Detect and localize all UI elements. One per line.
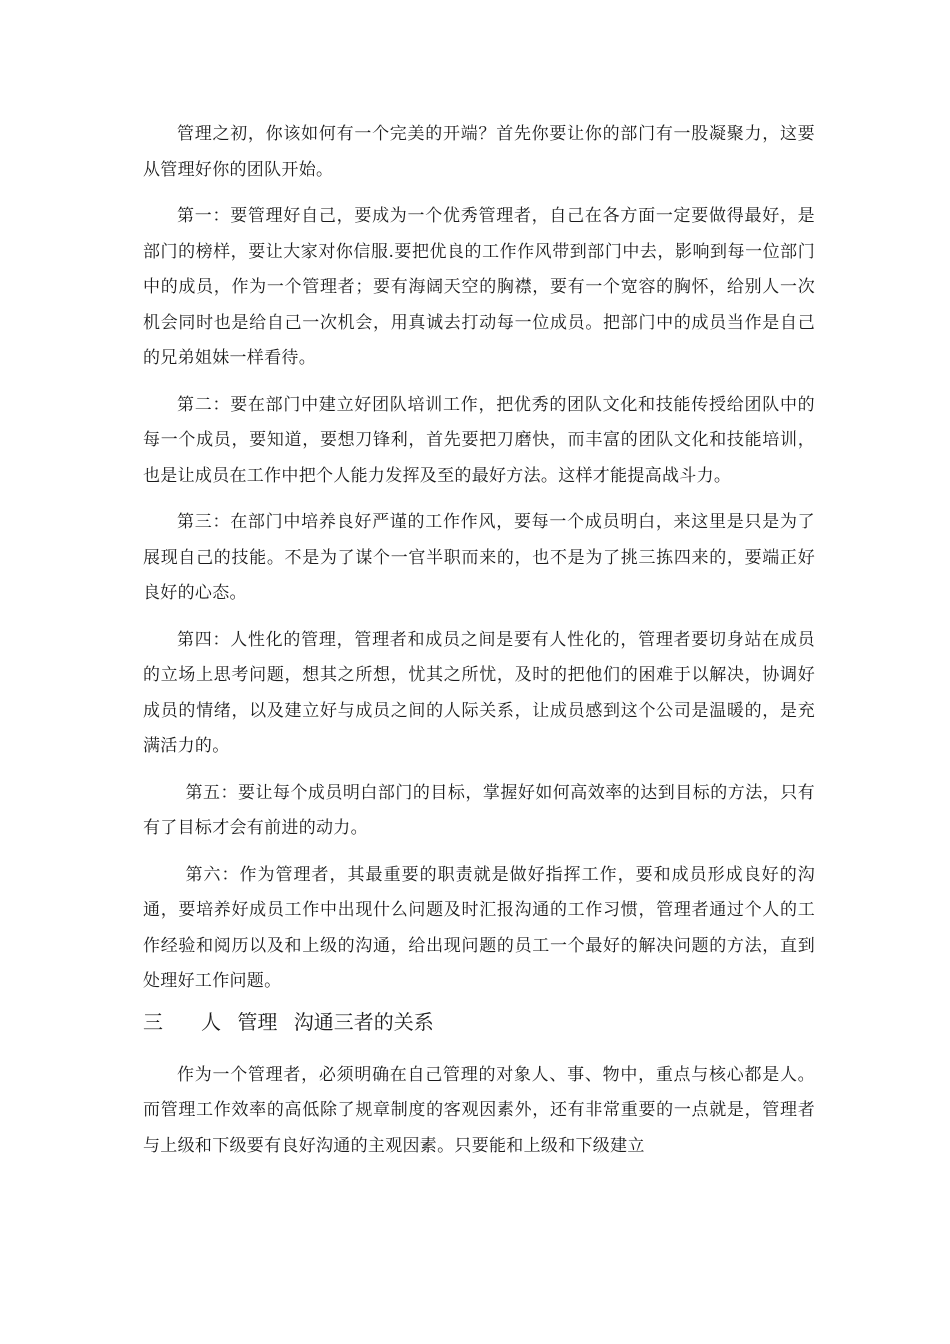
paragraph-point-6: 第六：作为管理者，其最重要的职责就是做好指挥工作，要和成员形成良好的沟通，要培养好成员工作中出现什么问题及时汇报沟通的工作习惯，管理者通过个人的工作经验和阅历以及和上级的沟通，给出现问题的员工一个最好的解决问题的方法，直到处理好工作问题。 xyxy=(143,864,815,991)
section-heading xyxy=(143,1004,815,1040)
intro-paragraph: 管理之初，你该如何有一个完美的开端？首先你要让你的部门有一股凝聚力，这要从管理好你的团队开始。 xyxy=(143,124,815,180)
section-number: 三 xyxy=(143,1009,163,1034)
paragraph-point-5: 第五：要让每个成员明白部门的目标，掌握好如何高效率的达到目标的方法，只有有了目标才会有前进的动力。 xyxy=(143,782,815,838)
closing-paragraph: 作为一个管理者，必须明确在自己管理的对象人、事、物中，重点与核心都是人。而管理工作效率的高低除了规章制度的客观因素外，还有非常重要的一点就是，管理者与上级和下级要有良好沟通的主观因素。只要能和上级和下级建立 xyxy=(143,1064,815,1156)
section-title: 人 管理 沟通三者的关系 xyxy=(201,1009,434,1034)
paragraph-point-4: 第四：人性化的管理，管理者和成员之间是要有人性化的，管理者要切身站在成员的立场上思考问题，想其之所想，忧其之所忧，及时的把他们的困难于以解决，协调好成员的情绪，以及建立好与成员之间的人际关系，让成员感到这个公司是温暖的，是充满活力的。 xyxy=(143,629,815,756)
paragraph-point-2: 第二：要在部门中建立好团队培训工作，把优秀的团队文化和技能传授给团队中的每一个成员，要知道，要想刀锋利，首先要把刀磨快，而丰富的团队文化和技能培训，也是让成员在工作中把个人能力发挥及至的最好方法。这样才能提高战斗力。 xyxy=(143,394,815,486)
paragraph-point-3: 第三：在部门中培养良好严谨的工作作风，要每一个成员明白，来这里是只是为了展现自己的技能。不是为了谋个一官半职而来的，也不是为了挑三拣四来的，要端正好良好的心态。 xyxy=(143,512,815,603)
paragraph-point-1: 第一：要管理好自己，要成为一个优秀管理者，自己在各方面一定要做得最好，是部门的榜样，要让大家对你信服.要把优良的工作作风带到部门中去，影响到每一位部门中的成员，作为一个管理者；要有海阔天空的胸襟，要有一个宽容的胸怀，给别人一次机会同时也是给自己一次机会，用真诚去打动每一位成员。把部门中的成员当作是自己的兄弟姐妹一样看待。 xyxy=(143,206,815,368)
document-body xyxy=(143,117,815,1164)
